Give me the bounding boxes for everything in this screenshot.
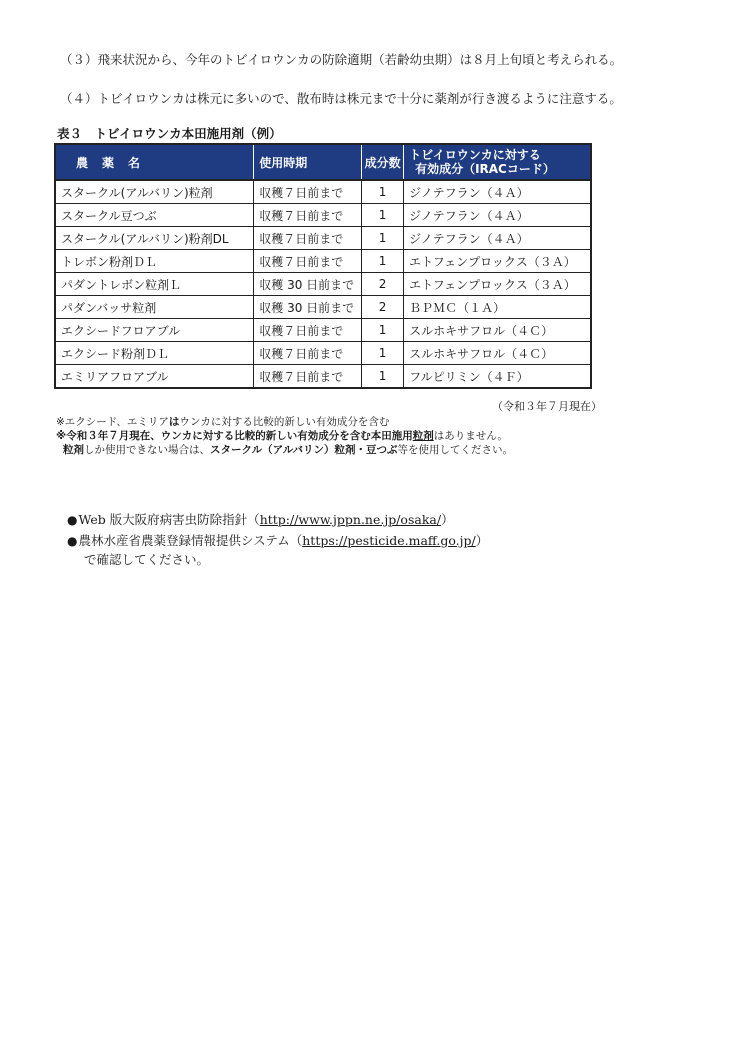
cell-pesticide: スタークル(アルバリン)粉剤DL [55, 227, 254, 250]
cell-timing: 収穫７日前まで [254, 365, 362, 389]
pesticide-table [54, 143, 592, 389]
note-3-suffix: 等を使用してください。 [397, 444, 514, 456]
cell-timing: 収穫 30 日前まで [254, 273, 362, 296]
cell-timing: 収穫７日前まで [254, 319, 362, 342]
table-row [55, 273, 591, 296]
cell-pesticide: スタークル豆つぶ [55, 204, 254, 227]
table-row [55, 296, 591, 319]
cell-pesticide: パダントレボン粒剤Ｌ [55, 273, 254, 296]
note-2-prefix: ※令和３年７月現在、ウンカに対する比較的新しい有効成分を含む [56, 430, 371, 442]
cell-timing: 収穫 30 日前まで [254, 296, 362, 319]
cell-pesticide: エミリアフロアブル [55, 365, 254, 389]
table-row [55, 227, 591, 250]
header-active-line1: トビイロウンカに対する [409, 148, 541, 162]
cell-active-ingredient: ジノテフラン（４Ａ） [404, 227, 591, 250]
paragraph-item-3: （３）飛来状況から、今年のトビイロウンカの防除適期（若齢幼虫期）は８月上旬頃と考えられる。 [60, 52, 623, 67]
as-of-date: （令和３年７月現在） [492, 400, 602, 413]
cell-active-ingredient: ジノテフラン（４Ａ） [404, 204, 591, 227]
bullet-icon: ● [67, 513, 78, 527]
note-1-bold: は [168, 416, 180, 428]
cell-active-ingredient: ＢＰＭＣ（１Ａ） [404, 296, 591, 319]
note-2-bold-underline: 粒剤 [412, 430, 434, 442]
note-2-bold: 本田施用 [370, 430, 413, 442]
note-3-mid: しか使用できない場合は、 [84, 444, 210, 456]
osaka-guide-link[interactable]: http://www.jppn.ne.jp/osaka/ [259, 512, 442, 527]
note-1-prefix: ※エクシード、エミリア [56, 416, 169, 428]
reference-line-osaka [67, 511, 454, 529]
reference-osaka-text: Web 版大阪府病害虫防除指針（ [78, 512, 260, 527]
table-row [55, 342, 591, 365]
cell-pesticide: スタークル(アルバリン)粒剤 [55, 180, 254, 204]
header-count: 成分数 [362, 144, 404, 180]
cell-count: 1 [362, 319, 404, 342]
cell-count: 1 [362, 342, 404, 365]
cell-timing: 収穫７日前まで [254, 250, 362, 273]
reference-maff-text: 農林水産省農薬登録情報提供システム（ [78, 533, 303, 548]
header-active-line2: 有効成分（IRACコード） [415, 162, 555, 176]
cell-timing: 収穫７日前まで [254, 204, 362, 227]
cell-active-ingredient: ジノテフラン（４Ａ） [404, 180, 591, 204]
cell-timing: 収穫７日前まで [254, 342, 362, 365]
cell-active-ingredient: エトフェンプロックス（３Ａ） [404, 273, 591, 296]
table-row [55, 250, 591, 273]
reference-confirm-text: で確認してください。 [84, 552, 210, 567]
cell-pesticide: パダンバッサ粒剤 [55, 296, 254, 319]
reference-line-maff [67, 532, 488, 550]
cell-count: 2 [362, 273, 404, 296]
note-1-suffix: ウンカに対する比較的新しい有効成分を含む [179, 416, 390, 428]
reference-osaka-close: ） [441, 512, 454, 527]
header-timing: 使用時期 [254, 144, 362, 180]
note-3-bold-2: スタークル（アルバリン）粒剤・豆つぶ [210, 444, 398, 456]
table-row [55, 319, 591, 342]
table-title: 表３ トビイロウンカ本田施用剤（例） [57, 126, 282, 141]
note-3 [63, 443, 513, 457]
note-3-bold-1: 粒剤 [63, 444, 84, 456]
note-2-suffix: はありません。 [433, 430, 508, 442]
cell-count: 1 [362, 180, 404, 204]
cell-active-ingredient: エトフェンプロックス（３Ａ） [404, 250, 591, 273]
cell-active-ingredient: フルピリミン（４Ｆ） [404, 365, 591, 389]
cell-pesticide: エクシードフロアブル [55, 319, 254, 342]
cell-timing: 収穫７日前まで [254, 227, 362, 250]
table-row [55, 180, 591, 204]
cell-active-ingredient: スルホキサフロル（４Ｃ） [404, 342, 591, 365]
cell-timing: 収穫７日前まで [254, 180, 362, 204]
reference-maff-close: ） [475, 533, 489, 548]
header-active-ingredient [404, 144, 591, 180]
table-header-row [55, 144, 591, 180]
cell-count: 1 [362, 250, 404, 273]
header-pesticide: 農薬名 [55, 144, 254, 180]
cell-pesticide: エクシード粉剤ＤＬ [55, 342, 254, 365]
maff-registration-link[interactable]: https://pesticide.maff.go.jp/ [302, 533, 476, 548]
note-2 [56, 429, 508, 443]
note-1 [56, 415, 389, 429]
cell-active-ingredient: スルホキサフロル（４Ｃ） [404, 319, 591, 342]
paragraph-item-4: （４）トビイロウンカは株元に多いので、散布時は株元まで十分に薬剤が行き渡るように注意する。 [60, 91, 622, 106]
cell-pesticide: トレボン粉剤ＤＬ [55, 250, 254, 273]
bullet-icon: ● [67, 534, 78, 548]
table-row [55, 365, 591, 389]
cell-count: 2 [362, 296, 404, 319]
cell-count: 1 [362, 365, 404, 389]
cell-count: 1 [362, 204, 404, 227]
table-row [55, 204, 591, 227]
cell-count: 1 [362, 227, 404, 250]
